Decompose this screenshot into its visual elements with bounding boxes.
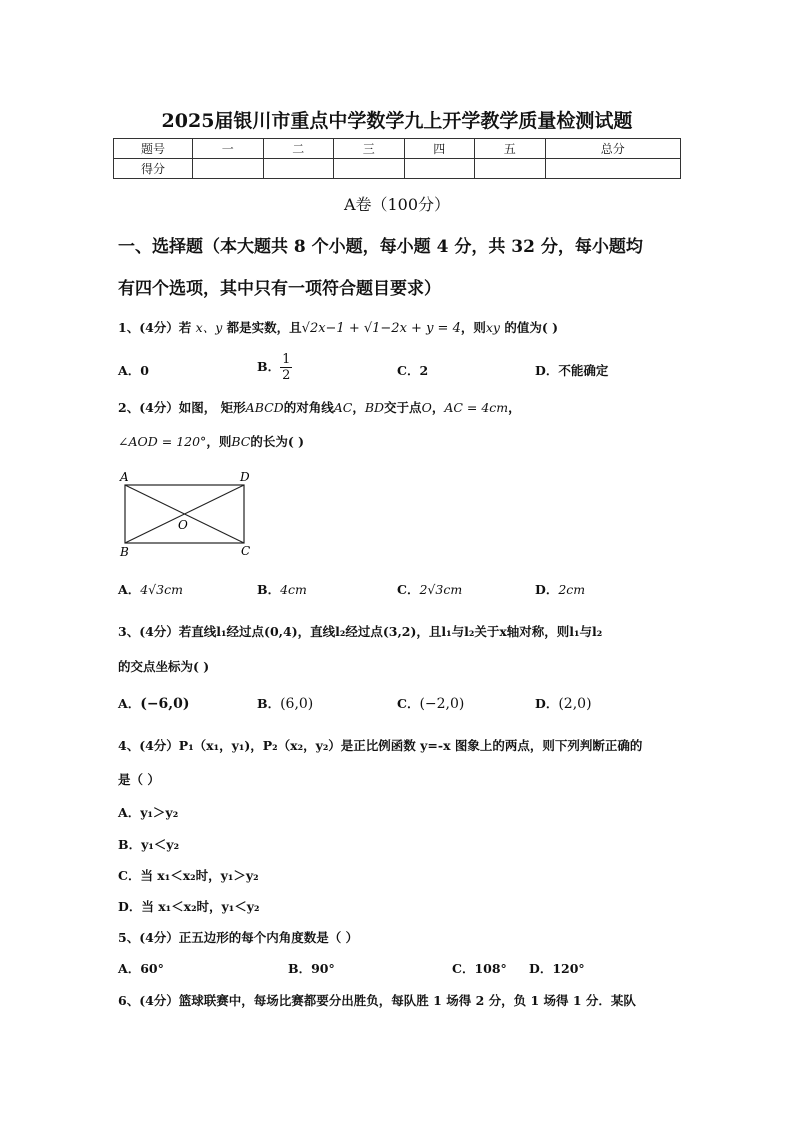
q2-var: O bbox=[421, 400, 432, 415]
q1-text: ，则 bbox=[460, 320, 486, 335]
q2-option-a-value: 4√3cm bbox=[140, 582, 183, 597]
q2-var: ABCD bbox=[245, 400, 284, 415]
q4-option-c[interactable]: C．当 x₁＜x₂时，y₁＞y₂ bbox=[118, 868, 259, 883]
q2-formula: AC = 4cm bbox=[444, 400, 509, 415]
q2-text: ， bbox=[431, 400, 445, 415]
question-2-stem-line1 bbox=[118, 398, 521, 416]
q2-option-c-label: C． bbox=[397, 582, 420, 597]
q3-option-b[interactable] bbox=[257, 694, 313, 712]
q2-option-b[interactable] bbox=[257, 580, 307, 598]
q2-option-c-value: 2√3cm bbox=[419, 582, 463, 597]
score-cell[interactable] bbox=[545, 159, 681, 179]
q2-text: 的长为( ) bbox=[250, 434, 304, 449]
q2-text: ， bbox=[352, 400, 365, 415]
part1-heading-line1: 一、选择题（本大题共 8 个小题，每小题 4 分，共 32 分，每小题均 bbox=[118, 237, 643, 257]
q2-option-b-label: B． bbox=[257, 582, 281, 597]
q2-option-a[interactable] bbox=[118, 580, 183, 598]
q4-option-b[interactable]: B．y₁＜y₂ bbox=[118, 837, 180, 852]
q1-option-b-fraction bbox=[280, 352, 292, 383]
question-4-stem-line1: 4、(4分）P₁（x₁，y₁)，P₂（x₂，y₂）是正比例函数 y=-x 图象上的两点，则下列判断正确的 bbox=[118, 738, 643, 753]
q2-var: AC bbox=[333, 400, 353, 415]
q5-option-b[interactable]: B．90° bbox=[288, 961, 335, 976]
fraction-denominator: 2 bbox=[282, 368, 291, 383]
score-table bbox=[113, 138, 681, 179]
q2-text: 2、(4分）如图， 矩形 bbox=[118, 400, 246, 415]
q2-text: 的对角线 bbox=[283, 400, 334, 415]
score-header-cell: 二 bbox=[263, 139, 334, 159]
label-o: O bbox=[178, 518, 188, 532]
q1-option-b-label: B． bbox=[257, 359, 281, 374]
q4-option-a[interactable]: A．y₁＞y₂ bbox=[118, 805, 179, 820]
score-row-label: 得分 bbox=[114, 159, 193, 179]
part1-heading-line2: 有四个选项，其中只有一项符合题目要求） bbox=[118, 279, 441, 299]
q1-option-c[interactable]: C．2 bbox=[397, 363, 429, 378]
q2-var: BD bbox=[364, 400, 385, 415]
score-cell[interactable] bbox=[193, 159, 264, 179]
q2-option-c[interactable] bbox=[397, 580, 462, 598]
q1-var: xy bbox=[485, 320, 500, 335]
q5-option-d[interactable]: D．120° bbox=[529, 961, 585, 976]
q3-option-c[interactable] bbox=[397, 694, 464, 712]
score-cell[interactable] bbox=[334, 159, 405, 179]
question-4-stem-line2: 是（ ） bbox=[118, 772, 160, 787]
q3-option-d[interactable] bbox=[535, 694, 592, 712]
question-3-stem-line1: 3、(4分）若直线l₁经过点(0,4)，直线l₂经过点(3,2)，且l₁与l₂关于x轴对称，则l₁与l₂ bbox=[118, 624, 603, 639]
q1-text: 的值为( ) bbox=[499, 320, 559, 335]
q1-text: 1、(4分）若 bbox=[118, 320, 196, 335]
q2-var: BC bbox=[231, 434, 251, 449]
label-a: A bbox=[120, 470, 129, 484]
q2-text: ，则 bbox=[206, 434, 232, 449]
question-1-stem bbox=[118, 318, 558, 336]
q3-option-c-label: C． bbox=[397, 696, 420, 711]
score-table-header-row bbox=[114, 139, 681, 159]
q3-option-d-label: D． bbox=[535, 696, 559, 711]
q4-option-d[interactable]: D．当 x₁＜x₂时，y₁＜y₂ bbox=[118, 899, 260, 914]
score-header-cell: 四 bbox=[404, 139, 475, 159]
label-d: D bbox=[240, 470, 250, 484]
q2-option-d[interactable] bbox=[535, 580, 585, 598]
q2-text: 交于点 bbox=[384, 400, 422, 415]
label-b: B bbox=[120, 545, 129, 559]
q1-option-d[interactable]: D．不能确定 bbox=[535, 363, 609, 378]
fraction-numerator: 1 bbox=[282, 352, 291, 367]
q1-text: 都是实数，且 bbox=[222, 320, 302, 335]
q5-option-a[interactable]: A．60° bbox=[118, 961, 164, 976]
score-cell[interactable] bbox=[263, 159, 334, 179]
q3-option-a[interactable] bbox=[118, 694, 190, 712]
q2-option-a-label: A． bbox=[118, 582, 141, 597]
q3-option-a-label: A． bbox=[118, 696, 141, 711]
question-3-stem-line2: 的交点坐标为( ) bbox=[118, 659, 210, 674]
score-table-score-row bbox=[114, 159, 681, 179]
q3-option-b-value: (6,0) bbox=[280, 696, 314, 712]
q2-formula: ∠AOD = 120° bbox=[118, 434, 207, 449]
q3-option-c-value: (−2,0) bbox=[419, 696, 465, 712]
score-header-cell: 题号 bbox=[114, 139, 193, 159]
q2-text: ， bbox=[508, 400, 521, 415]
score-header-cell: 三 bbox=[334, 139, 405, 159]
q3-option-b-label: B． bbox=[257, 696, 281, 711]
q1-formula: √2x−1 + √1−2x + y = 4 bbox=[301, 321, 461, 336]
q1-option-a[interactable]: A．0 bbox=[118, 363, 149, 378]
q2-option-b-value: 4cm bbox=[280, 582, 307, 597]
q1-option-b[interactable] bbox=[257, 352, 292, 383]
question-6-stem: 6、(4分）篮球联赛中，每场比赛都要分出胜负，每队胜 1 场得 2 分，负 1 场得 1 分．某队 bbox=[118, 993, 636, 1008]
label-c: C bbox=[241, 544, 251, 558]
score-cell[interactable] bbox=[404, 159, 475, 179]
score-header-cell: 一 bbox=[193, 139, 264, 159]
score-cell[interactable] bbox=[475, 159, 546, 179]
score-header-cell: 总分 bbox=[545, 139, 681, 159]
page-title: 2025届银川市重点中学数学九上开学教学质量检测试题 bbox=[161, 110, 633, 132]
rectangle-figure bbox=[112, 466, 262, 562]
q2-option-d-value: 2cm bbox=[558, 582, 586, 597]
question-5-stem: 5、(4分）正五边形的每个内角度数是（ ） bbox=[118, 930, 359, 945]
score-header-cell: 五 bbox=[475, 139, 546, 159]
q1-vars: x、y bbox=[195, 320, 223, 335]
section-a-title: A卷（100分） bbox=[343, 195, 451, 214]
q2-option-d-label: D． bbox=[535, 582, 559, 597]
question-2-stem-line2 bbox=[118, 432, 304, 450]
q3-option-d-value: (2,0) bbox=[558, 696, 592, 712]
q3-option-a-value: (−6,0) bbox=[140, 696, 190, 712]
q5-option-c[interactable]: C．108° bbox=[452, 961, 507, 976]
